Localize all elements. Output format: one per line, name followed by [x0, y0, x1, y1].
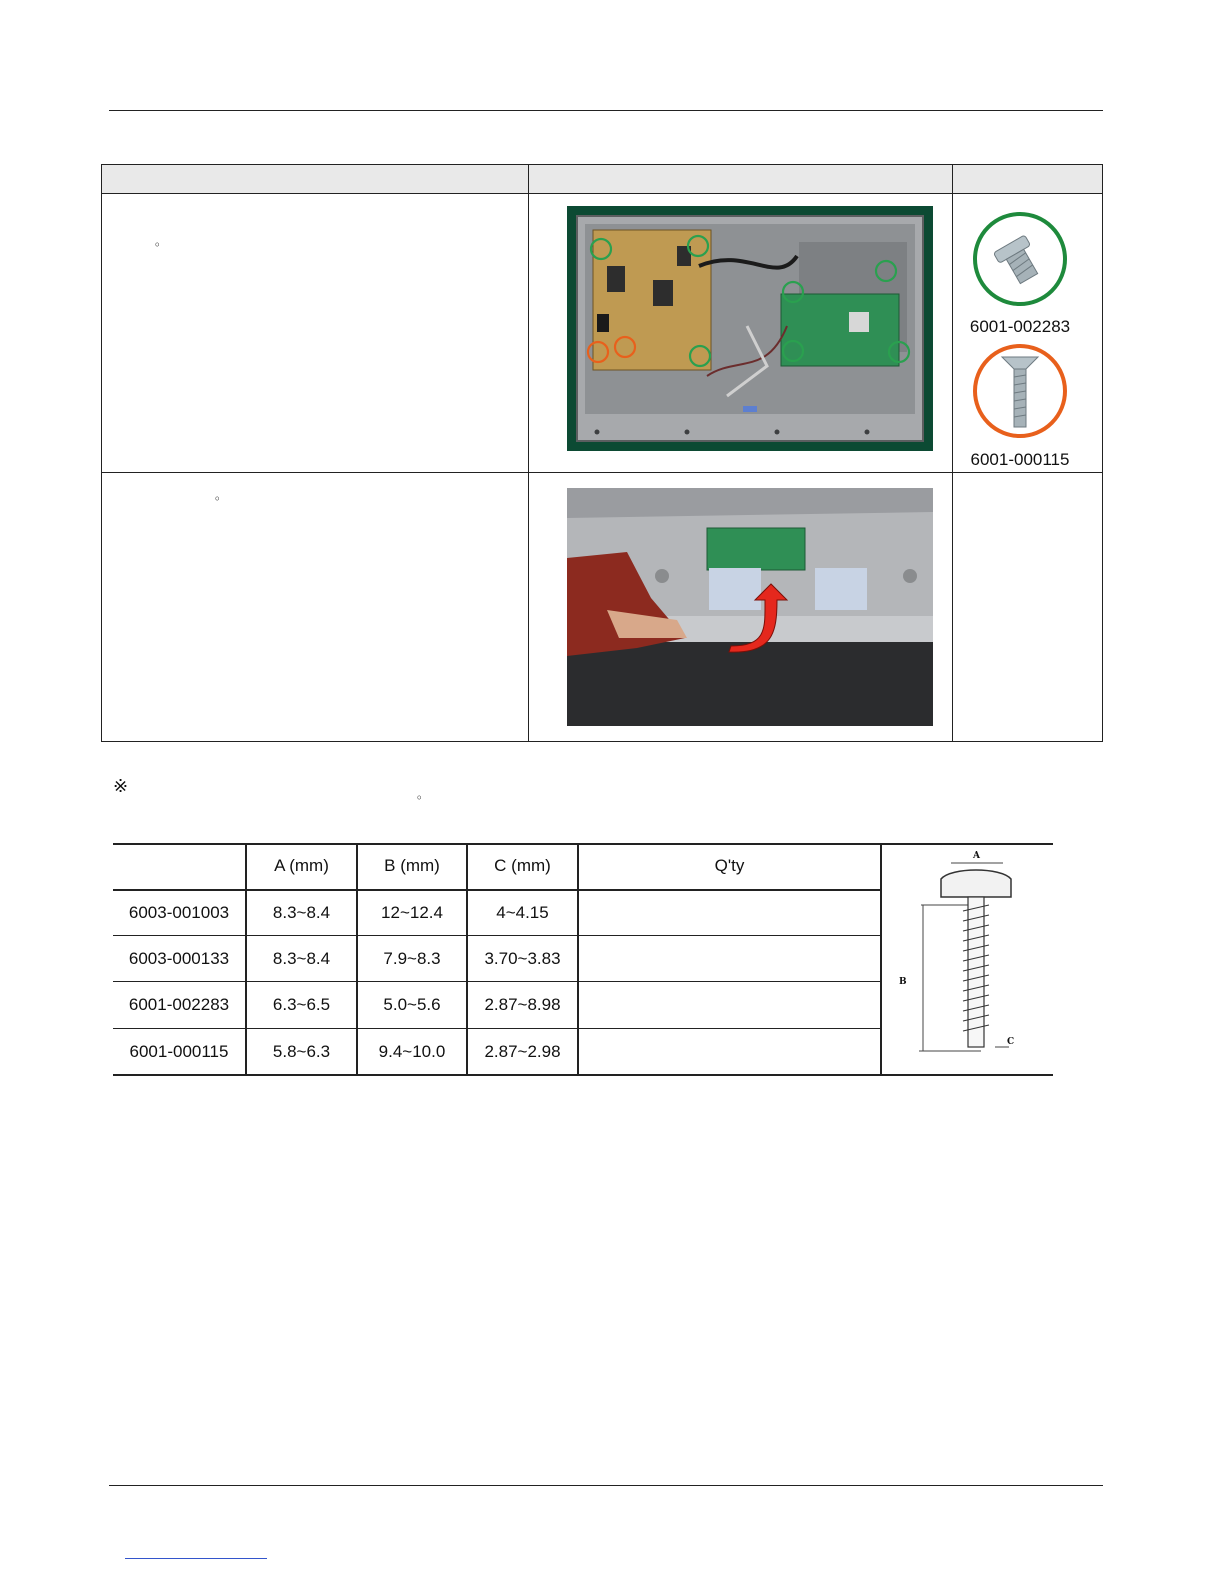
header-cell	[113, 843, 245, 889]
table-cell: 3.70~3.83	[484, 949, 561, 968]
dimension-label-a: A	[973, 851, 980, 861]
table-cell: 6001-002283	[128, 995, 230, 1014]
procedure-table	[101, 164, 1103, 742]
column-divider	[952, 165, 953, 741]
table-cell: 2.87~8.98	[484, 995, 561, 1014]
footer-rule	[109, 1485, 1103, 1486]
table-cell: 6003-001003	[128, 903, 230, 922]
table-cell: 5.8~6.3	[272, 1042, 331, 1061]
column-divider	[528, 165, 529, 741]
part-number-label: 6001-002283	[969, 317, 1071, 336]
table-cell: 8.3~8.4	[272, 903, 331, 922]
table-cell: 8.3~8.4	[272, 949, 331, 968]
table-cell: 6001-000115	[129, 1042, 229, 1061]
header-cell: Q'ty	[714, 856, 745, 875]
table-cell: 5.0~5.6	[383, 995, 441, 1014]
screw-dimension-diagram	[891, 851, 1047, 1067]
note-text: 。	[417, 787, 430, 801]
header-cell: C (mm)	[494, 856, 551, 875]
tcon-board-photo	[567, 488, 933, 726]
step1-text: 。	[155, 234, 168, 248]
table-cell	[579, 890, 880, 936]
table-cell	[579, 936, 880, 982]
row-divider	[102, 472, 1102, 473]
header-rule	[109, 110, 1103, 111]
header-cell: B (mm)	[384, 856, 440, 875]
header-cell: A (mm)	[274, 856, 329, 875]
table-cell: 9.4~10.0	[378, 1042, 446, 1061]
screw-spec-table	[113, 843, 1053, 1076]
note-mark: ※	[113, 776, 129, 796]
table-divider	[880, 843, 882, 1076]
dimension-label-c: C	[1007, 1037, 1015, 1047]
machine-screw-icon	[972, 211, 1068, 312]
table-cell: 12~12.4	[381, 903, 443, 922]
countersunk-screw-icon	[972, 343, 1068, 444]
board-photo	[567, 206, 933, 451]
footer-link-underline[interactable]	[125, 1558, 267, 1559]
dimension-label-b: B	[899, 977, 907, 987]
table-cell: 6003-000133	[128, 949, 230, 968]
table-cell: 2.87~2.98	[484, 1042, 561, 1061]
table-cell	[579, 982, 880, 1028]
part-number-label: 6001-000115	[970, 450, 1070, 469]
table-cell	[579, 1029, 880, 1075]
table-cell: 4~4.15	[496, 903, 549, 922]
table-cell: 6.3~6.5	[272, 995, 331, 1014]
table-cell: 7.9~8.3	[383, 949, 441, 968]
step2-text: 。	[215, 488, 228, 502]
